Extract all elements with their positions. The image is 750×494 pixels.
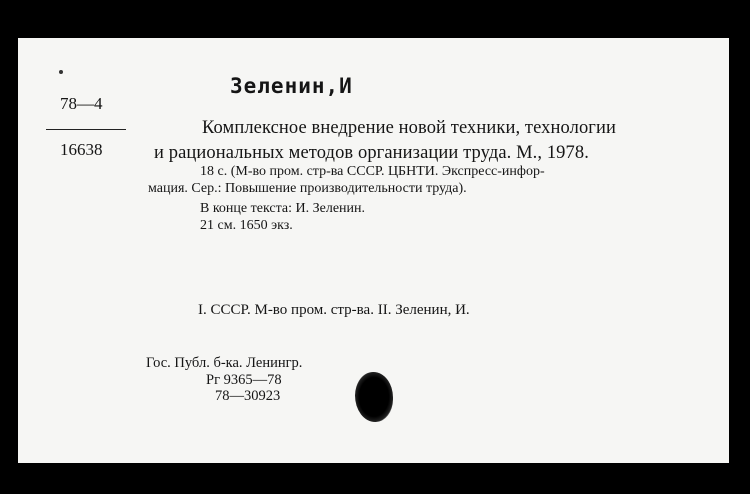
dimensions-line: 21 см. 1650 экз. (200, 218, 293, 233)
collation-line-1: 18 с. (М-во пром. стр-ва СССР. ЦБНТИ. Экспресс-инфор- (200, 164, 545, 179)
tracings-line: I. СССР. М-во пром. стр-ва. II. Зеленин, И. (198, 302, 470, 318)
call-number-divider (46, 129, 126, 130)
library-line-2: Рг 9365—78 (206, 372, 282, 388)
library-line-3: 78—30923 (215, 388, 281, 404)
collation-line-2: мация. Сер.: Повышение производительности труда). (148, 181, 467, 196)
title-line-2: и рациональных методов организации труда. М., 1978. (154, 143, 589, 163)
ink-blot (355, 372, 393, 422)
call-number-bottom: 16638 (60, 140, 103, 159)
title-line-1: Комплексное внедрение новой техники, технологии (202, 118, 616, 138)
library-line-1: Гос. Публ. б-ка. Ленингр. (146, 355, 303, 371)
ink-speck (59, 70, 63, 74)
catalog-card (18, 38, 729, 463)
call-number-top: 78—4 (60, 94, 103, 113)
author-heading: Зеленин,И (230, 74, 353, 98)
note-line: В конце текста: И. Зеленин. (200, 201, 366, 216)
